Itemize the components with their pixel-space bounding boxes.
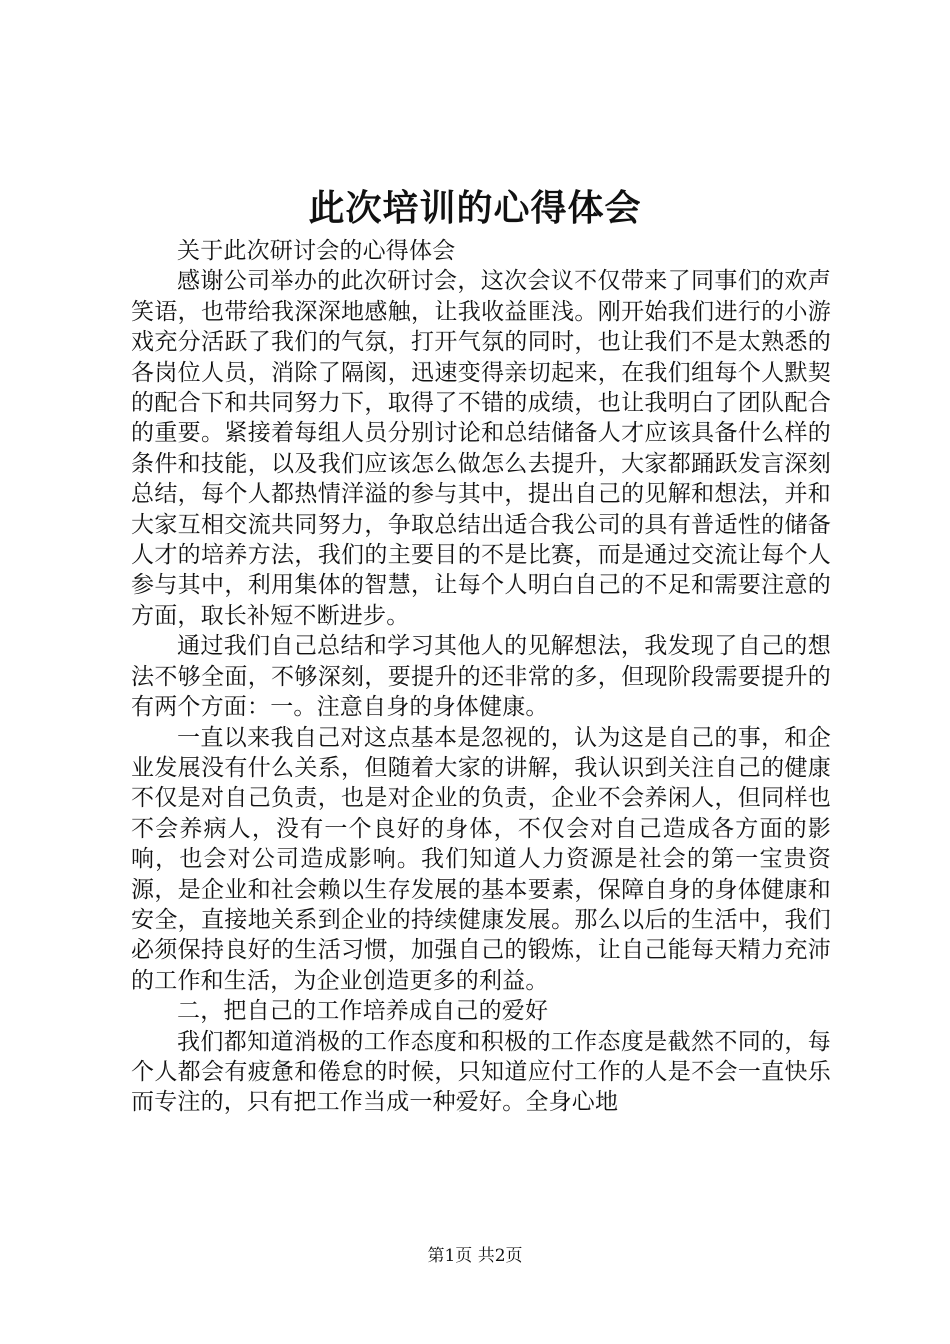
paragraph-findings: 通过我们自己总结和学习其他人的见解想法，我发现了自己的想法不够全面，不够深刻，要提升的还非常的多，但现阶段需要提升的有两个方面：一。注意自身的身体健康。 <box>131 633 831 721</box>
paragraph-subtitle: 关于此次研讨会的心得体会 <box>177 238 456 264</box>
paragraph-section-heading: 二，把自己的工作培养成自己的爱好 <box>177 998 549 1025</box>
page-number-footer: 第1页 共2页 <box>427 1246 523 1266</box>
document-title: 此次培训的心得体会 <box>308 187 642 229</box>
document-body <box>131 236 831 1118</box>
paragraph-work-attitude: 我们都知道消极的工作态度和积极的工作态度是截然不同的，每个人都会有疲惫和倦怠的时候，只知道应付工作的人是不会一直快乐而专注的，只有把工作当成一种爱好。全身心地 <box>131 1028 831 1116</box>
paragraph-health: 一直以来我自己对这点基本是忽视的，认为这是自己的事，和企业发展没有什么关系，但随着大家的讲解，我认识到关注自己的健康不仅是对自己负责，也是对企业的负责，企业不会养闲人，但同样也不会养病人，没有一个良好的身体，不仅会对自己造成各方面的影响，也会对公司造成影响。我们知道人力资源是社会的第一宝贵资源，是企业和社会赖以生存发展的基本要素，保障自身的身体健康和安全，直接地关系到企业的持续健康发展。那么以后的生活中，我们必须保持良好的生活习惯，加强自己的锻炼，让自己能每天精力充沛的工作和生活，为企业创造更多的利益。 <box>131 724 831 994</box>
paragraph-intro: 感谢公司举办的此次研讨会，这次会议不仅带来了同事们的欢声笑语，也带给我深深地感触，让我收益匪浅。刚开始我们进行的小游戏充分活跃了我们的气氛，打开气氛的同时，也让我们不是太熟悉的各岗位人员，消除了隔阂，迅速变得亲切起来，在我们组每个人默契的配合下和共同努力下，取得了不错的成绩，也让我明白了团队配合的重要。紧接着每组人员分别讨论和总结储备人才应该具备什么样的条件和技能，以及我们应该怎么做怎么去提升，大家都踊跃发言深刻总结，每个人都热情洋溢的参与其中，提出自己的见解和想法，并和大家互相交流共同努力，争取总结出适合我公司的具有普适性的储备人才的培养方法，我们的主要目的不是比赛，而是通过交流让每个人参与其中，利用集体的智慧，让每个人明白自己的不足和需要注意的方面，取长补短不断进步。 <box>131 268 831 629</box>
